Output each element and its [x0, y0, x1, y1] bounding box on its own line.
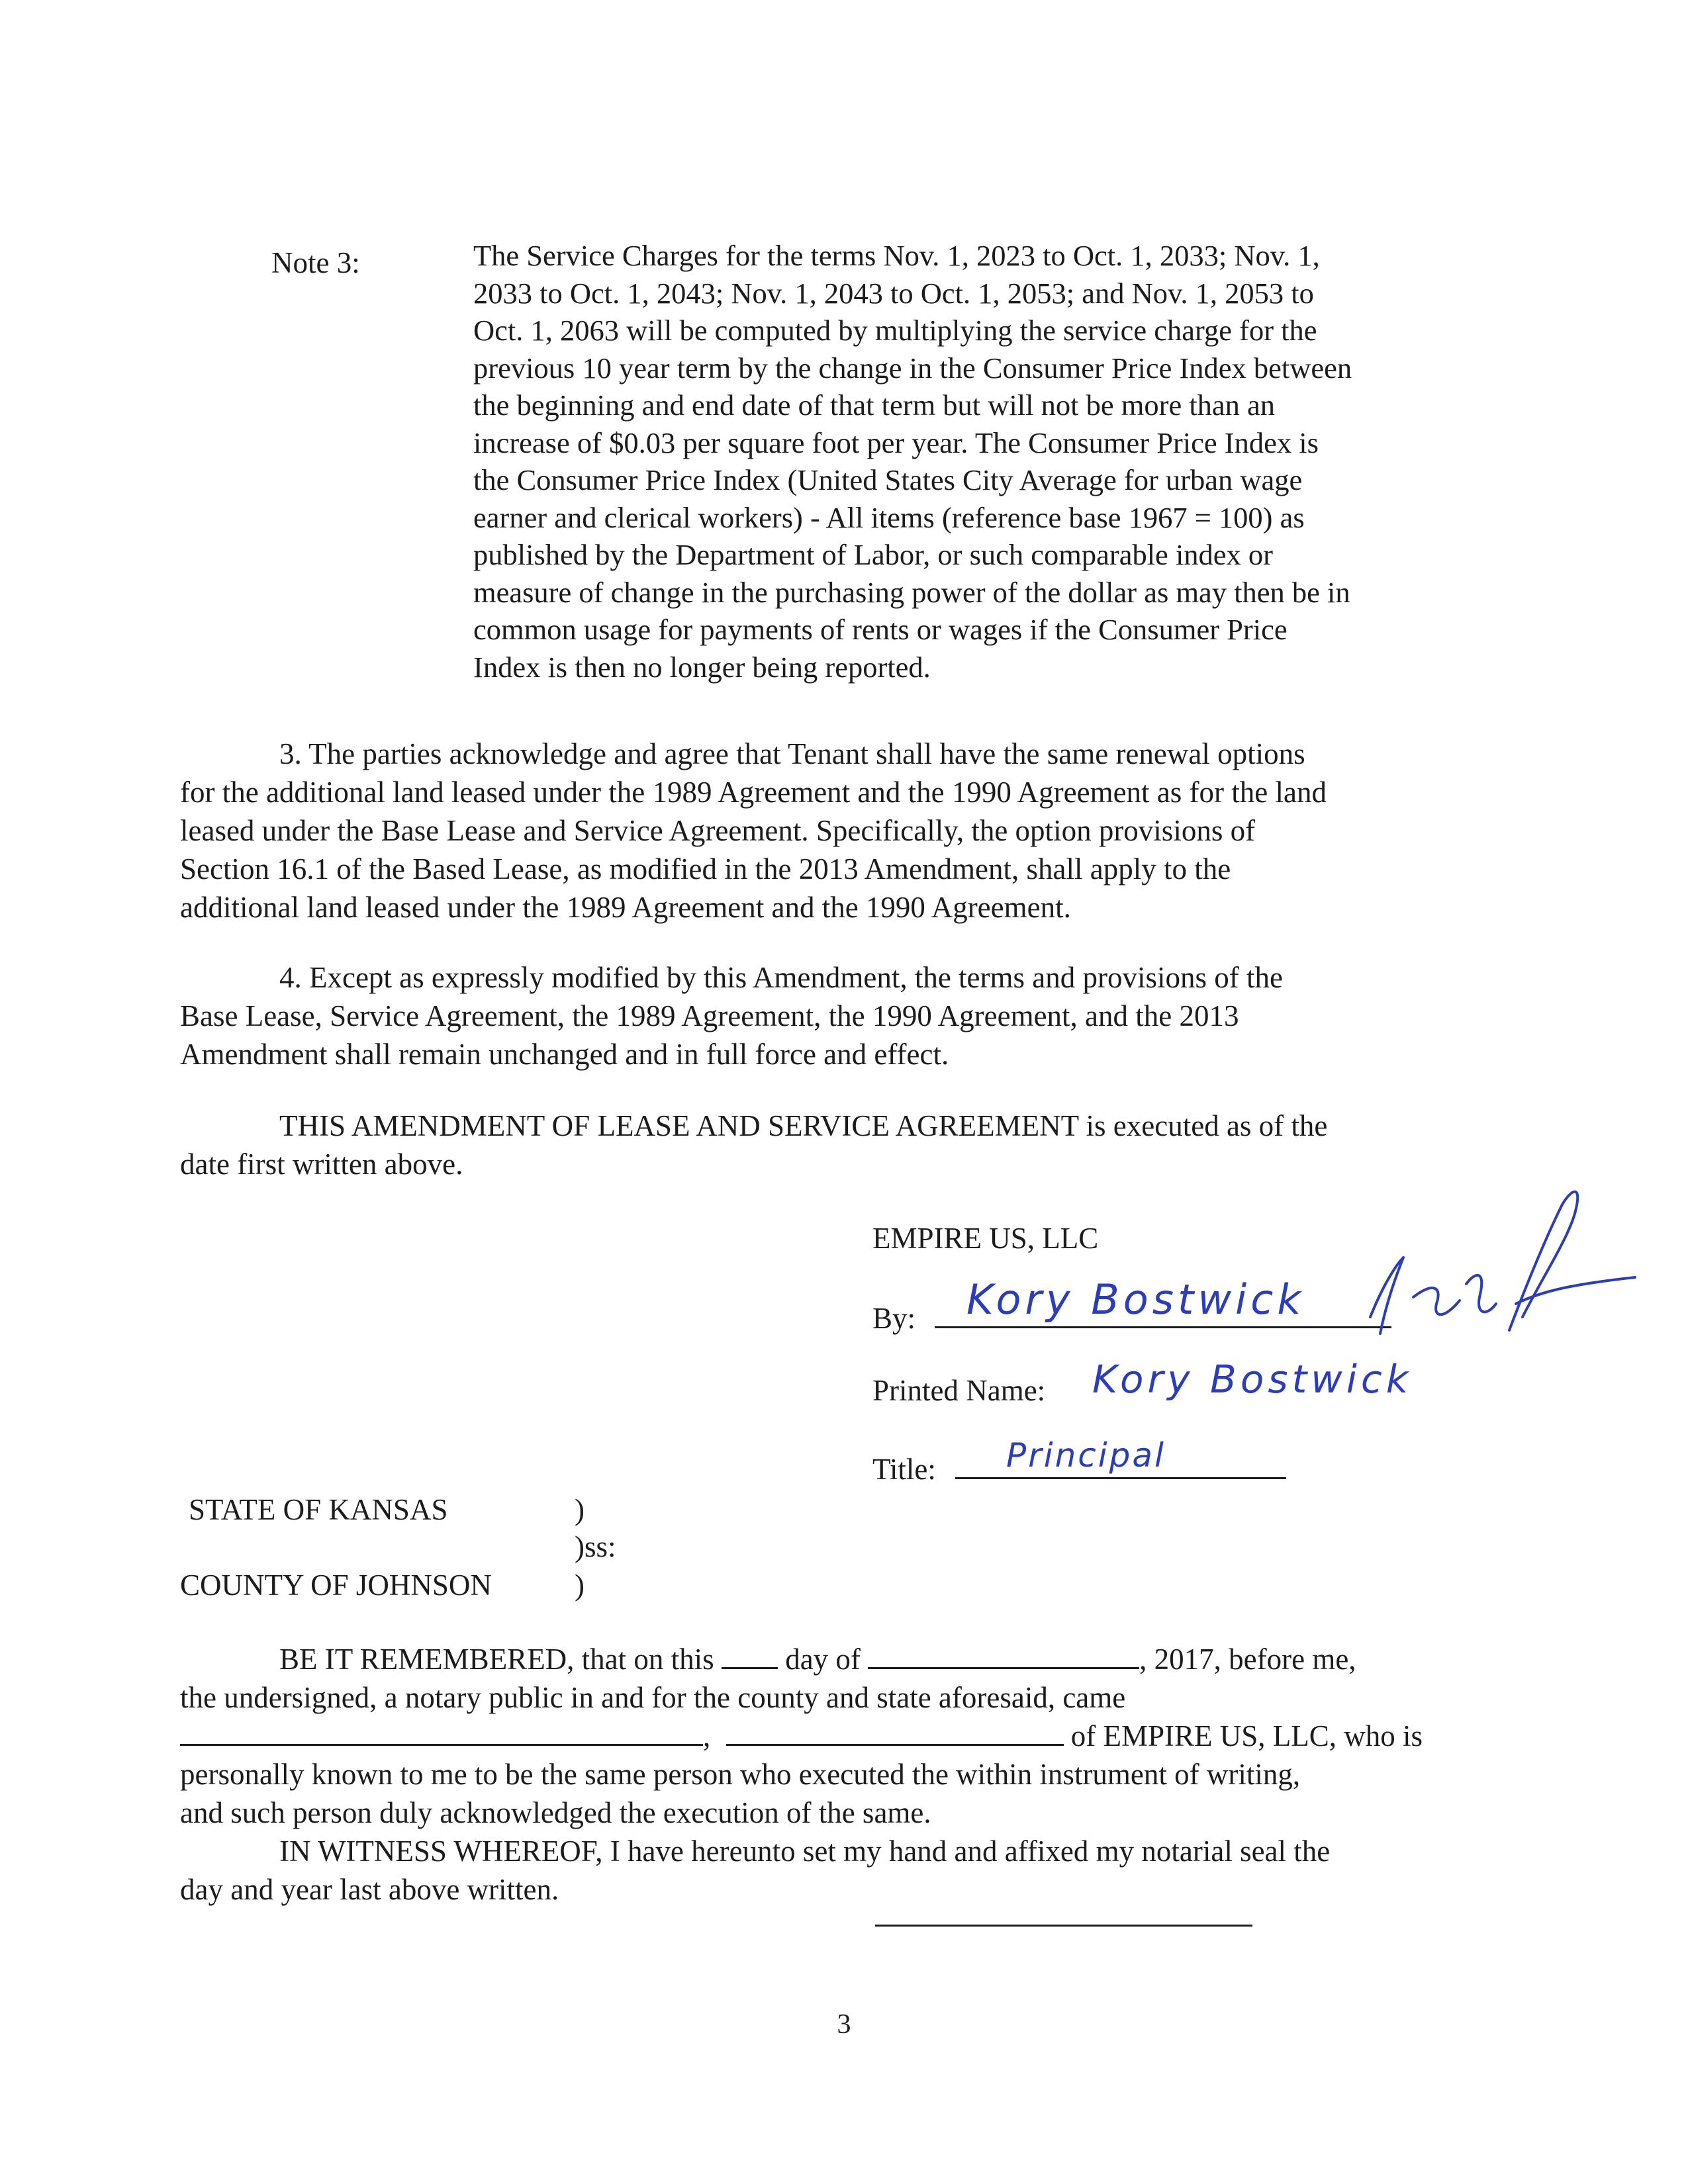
printed-name-row	[872, 1371, 1045, 1410]
paragraph-4	[180, 958, 1477, 1073]
by-signature: Kory Bostwick	[966, 1275, 1305, 1324]
notary-line-5: and such person duly acknowledged the execution of the same.	[180, 1796, 931, 1829]
note-3-line: The Service Charges for the terms Nov. 1, 2023 to Oct. 1, 2033; Nov. 1,	[473, 239, 1320, 272]
venue-paren-top: )	[575, 1493, 585, 1526]
note-3-line: earner and clerical workers) - All items (reference base 1967 = 100) as	[473, 500, 1305, 534]
note-3-line: published by the Department of Labor, or such comparable index or	[473, 538, 1273, 571]
company-name: EMPIRE US, LLC	[872, 1222, 1099, 1255]
note-3-line: the Consumer Price Index (United States City Average for urban wage	[473, 463, 1303, 496]
paragraph-line: leased under the Base Lease and Service Agreement. Specifically, the option provisions of	[180, 814, 1256, 847]
note-3-line: Oct. 1, 2063 will be computed by multiplying the service charge for the	[473, 314, 1317, 347]
title-label: Title:	[872, 1453, 936, 1486]
note-3-line: previous 10 year term by the change in the Consumer Price Index between	[473, 351, 1352, 385]
note-3-line: Index is then no longer being reported.	[473, 650, 931, 684]
by-label: By:	[872, 1302, 916, 1335]
paragraph-line: for the additional land leased under the 1989 Agreement and the 1990 Agreement as for the land	[180, 776, 1327, 809]
paragraph-3	[180, 735, 1477, 927]
note-3-text	[473, 237, 1479, 686]
notary-line-1: BE IT REMEMBERED, that on this day of , 2017, before me,	[180, 1640, 1477, 1678]
note-3-line: 2033 to Oct. 1, 2043; Nov. 1, 2043 to Oct. 1, 2053; and Nov. 1, 2053 to	[473, 276, 1314, 310]
venue-paren-bottom: )	[575, 1569, 585, 1602]
paragraph-line: additional land leased under the 1989 Agreement and the 1990 Agreement.	[180, 891, 1071, 924]
paragraph-line: Section 16.1 of the Based Lease, as modified in the 2013 Amendment, shall apply to the	[180, 852, 1231, 886]
notary-line-6: IN WITNESS WHEREOF, I have hereunto set my hand and affixed my notarial seal the	[279, 1835, 1331, 1868]
title-value: Principal	[1006, 1436, 1166, 1475]
notary-line-2: the undersigned, a notary public in and for the county and state aforesaid, came	[180, 1681, 1126, 1714]
name-blank[interactable]	[180, 1717, 703, 1746]
note-3-line: the beginning and end date of that term but will not be more than an	[473, 388, 1276, 422]
paragraph-line: 3. The parties acknowledge and agree that Tenant shall have the same renewal options	[279, 737, 1305, 770]
execution-clause	[180, 1107, 1477, 1183]
title-blank[interactable]	[726, 1717, 1064, 1746]
notary-line-7: day and year last above written.	[180, 1873, 559, 1906]
venue-county: COUNTY OF JOHNSON	[180, 1569, 492, 1602]
day-blank[interactable]	[722, 1641, 778, 1669]
paragraph-line: 4. Except as expressly modified by this Amendment, the terms and provisions of the	[279, 961, 1283, 994]
notary-signature-line[interactable]	[875, 1925, 1252, 1927]
printed-name-label: Printed Name:	[872, 1374, 1046, 1407]
note-3-line: measure of change in the purchasing power of the dollar as may then be in	[473, 575, 1350, 609]
printed-name-value: Kory Bostwick	[1092, 1357, 1413, 1402]
notary-line-3: , of EMPIRE US, LLC, who is	[180, 1717, 1477, 1755]
notary-line-4: personally known to me to be the same person who executed the within instrument of writing,	[180, 1758, 1301, 1791]
paragraph-line: THIS AMENDMENT OF LEASE AND SERVICE AGREEMENT is executed as of the	[279, 1109, 1328, 1142]
month-blank[interactable]	[868, 1641, 1139, 1669]
notary-acknowledgment	[180, 1640, 1477, 1909]
venue-ss: )ss:	[575, 1530, 616, 1563]
note-3-line: common usage for payments of rents or wages if the Consumer Price	[473, 613, 1288, 646]
note-3-line: increase of $0.03 per square foot per year. The Consumer Price Index is	[473, 426, 1319, 459]
paragraph-line: date first written above.	[180, 1148, 463, 1181]
signature-flourish	[1344, 1185, 1655, 1357]
paragraph-line: Base Lease, Service Agreement, the 1989 Agreement, the 1990 Agreement, and the 2013	[180, 999, 1239, 1032]
venue-state: STATE OF KANSAS	[189, 1493, 448, 1526]
paragraph-line: Amendment shall remain unchanged and in full force and effect.	[180, 1038, 949, 1071]
page-number: 3	[837, 2009, 851, 2040]
note-3-label: Note 3:	[271, 246, 360, 279]
